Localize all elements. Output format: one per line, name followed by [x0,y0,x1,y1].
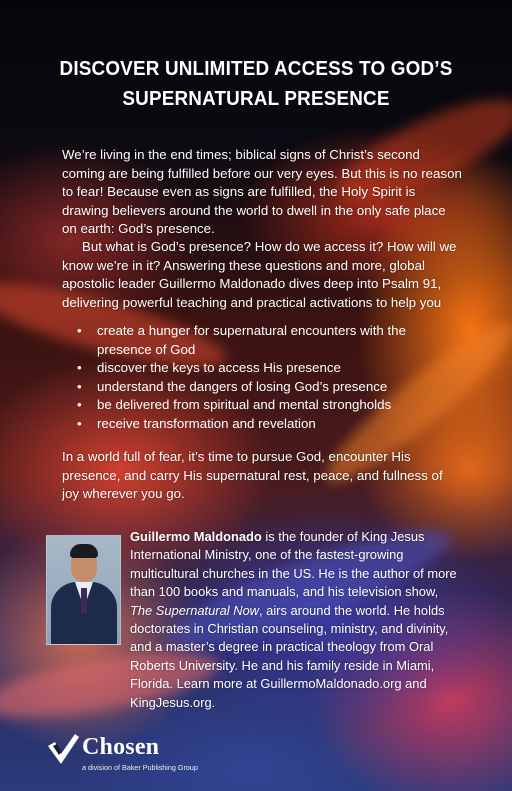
list-item [62,322,462,359]
bullet-icon: • [77,415,82,431]
benefit-list [62,322,462,434]
intro-paragraph-2: But what is God’s presence? How do we access it? How will we know we’re in it? Answering these questions and more, global apostolic leader Guillermo Maldonado dives deep into Psalm 91, delivering powerful teaching and practical activations to help you [62,239,457,310]
list-item-text: understand the dangers of losing God’s presence [97,378,388,394]
author-name: Guillermo Maldonado [130,529,262,544]
closing-paragraph: In a world full of fear, it’s time to pursue God, encounter His presence, and carry His supernatural rest, peace, and fullness of joy wherever you go. [62,449,443,502]
bio-text-a: is the founder of King Jesus International Ministry, one of the fastest-growing multicultural churches in the US. He is the author of more than 100 books and manuals, and his television show, [130,529,457,600]
heading-line-2: SUPERNATURAL PRESENCE [122,87,390,110]
tv-show-title: The Supernatural Now [130,602,259,618]
list-item [62,359,462,378]
bullet-icon: • [77,397,82,413]
list-item-text: be delivered from spiritual and mental strongholds [97,397,392,413]
list-item [62,378,462,397]
publisher-subtitle: a division of Baker Publishing Group [82,763,198,772]
publisher-logo [46,732,226,776]
list-item [62,415,462,434]
publisher-name: Chosen [82,734,160,760]
cover-heading [57,54,454,114]
checkmark-logo-icon [46,732,80,766]
bullet-icon: • [77,323,82,338]
list-item-text: receive transformation and revelation [97,415,316,431]
bullet-icon: • [77,378,82,394]
bio-text-b: , airs around the world. He holds doctorates in Christian counseling, ministry, and divinity, and a master’s degree in practical theology from Oral Roberts University. He and his family reside in Miami, Florida. Learn more at GuillermoMaldonado.org and KingJesus.org. [130,602,449,710]
heading-line-1: DISCOVER UNLIMITED ACCESS TO GOD’S [59,57,453,80]
author-hair [70,544,98,558]
list-item-text: discover the keys to access His presence [97,360,341,376]
list-item [62,396,462,415]
author-tie [81,588,87,614]
author-photo [46,535,121,645]
intro-paragraph-1: We’re living in the end times; biblical signs of Christ’s second coming are being fulfilled before our very eyes. But this is no reason to fear! Because even as signs are fulfilled, the Holy Spirit is drawing believers around the world to dwell in the only safe place on earth: God’s presence. [62,147,462,237]
bullet-icon: • [77,360,82,376]
list-item-text: create a hunger for supernatural encounters with the presence of God [97,323,406,357]
author-bio [130,528,462,712]
